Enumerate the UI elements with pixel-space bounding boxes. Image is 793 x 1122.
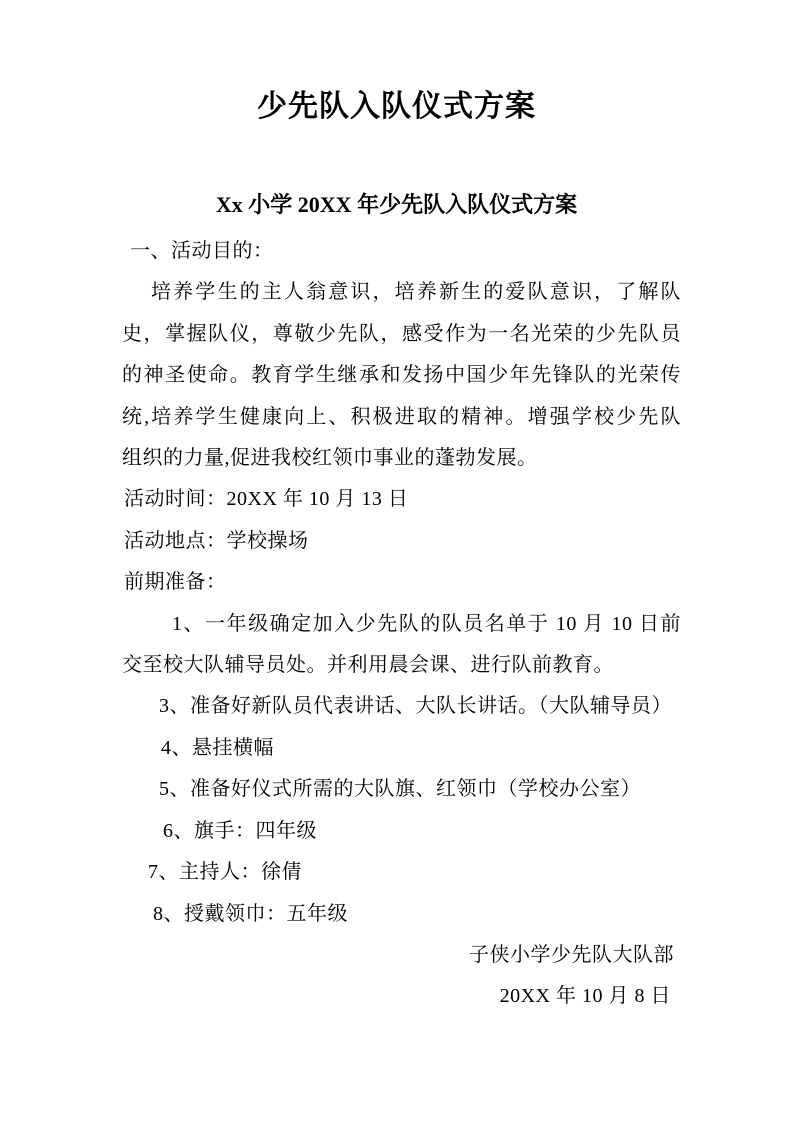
- doc-line: 的神圣使命。教育学生继承和发扬中国少年先锋队的光荣传: [122, 364, 681, 387]
- doc-line: 组织的力量,促进我校红领巾事业的蓬勃发展。: [122, 447, 538, 470]
- doc-line: 6、旗手：四年级: [163, 819, 317, 842]
- doc-subtitle: Xx 小学 20XX 年少先队入队仪式方案: [215, 192, 578, 217]
- doc-line: 活动地点：学校操场: [124, 529, 309, 552]
- doc-line: 1、一年级确定加入少先队的队员名单于 10 月 10 日前: [172, 612, 681, 635]
- doc-line: 活动时间：20XX 年 10 月 13 日: [124, 488, 409, 511]
- doc-line: 3、准备好新队员代表讲话、大队长讲话。（大队辅导员）: [159, 695, 672, 718]
- doc-line: 前期准备：: [124, 571, 227, 594]
- doc-line: 8、授戴领巾：五年级: [153, 902, 348, 925]
- doc-body: [120, 231, 681, 1018]
- doc-line: 统,培养学生健康向上、积极进取的精神。增强学校少先队: [122, 405, 681, 428]
- doc-line: 史，掌握队仪，尊敬少先队，感受作为一名光荣的少先队员: [122, 322, 681, 345]
- doc-line: 交至校大队辅导员处。并利用晨会课、进行队前教育。: [122, 654, 614, 677]
- doc-line: 20XX 年 10 月 8 日: [499, 985, 671, 1008]
- doc-line: 5、准备好仪式所需的大队旗、红领巾（学校办公室）: [159, 778, 641, 801]
- doc-line: 4、悬挂横幅: [161, 736, 274, 759]
- doc-line: 培养学生的主人翁意识，培养新生的爱队意识，了解队: [151, 281, 681, 304]
- doc-line: 7、主持人：徐倩: [148, 861, 302, 884]
- doc-line: 一、活动目的：: [130, 240, 274, 262]
- doc-line: 子侠小学少先队大队部: [469, 943, 674, 966]
- doc-title: 少先队入队仪式方案: [257, 90, 536, 123]
